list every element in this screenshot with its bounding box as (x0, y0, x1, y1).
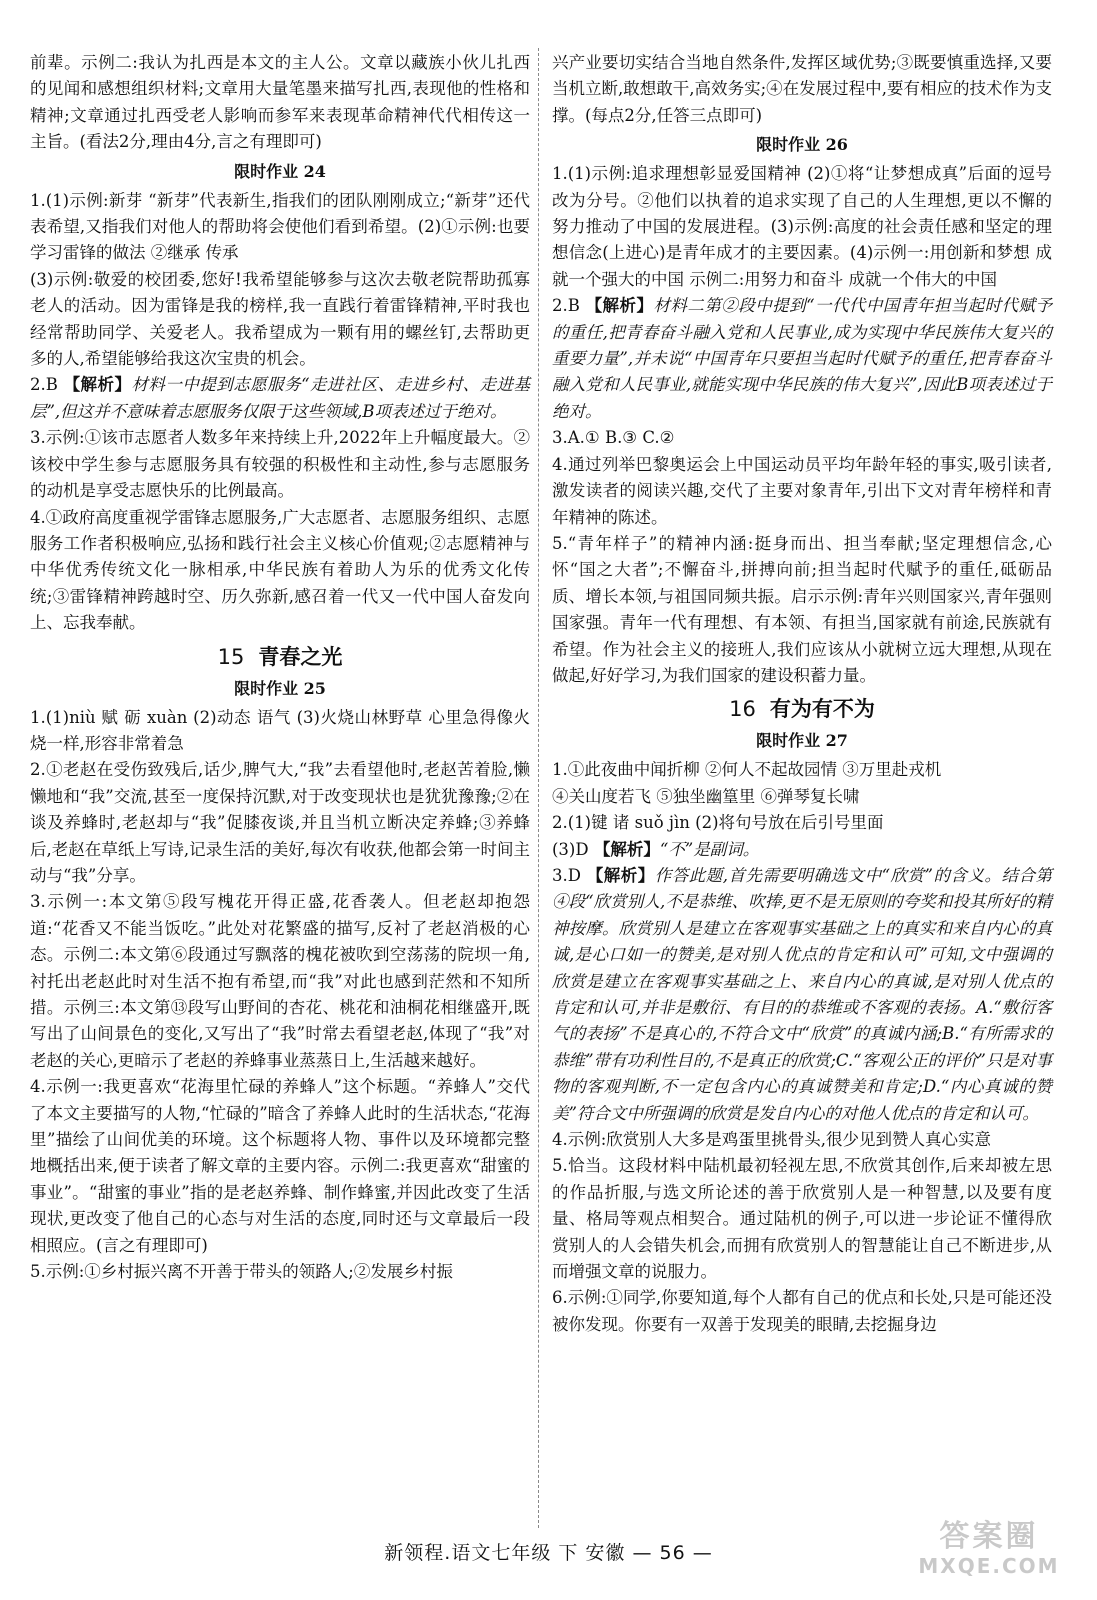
answer-26-3: 3.A.① B.③ C.② (552, 428, 675, 448)
answer-24-1a: 1.(1)示例:新芽 “新芽”代表新生,指我们的团队刚刚成立;“新芽”还代表希望,又指我们对他人的帮助将会使他们看到希望。(2)①示例:也要学习雷锋的做法 ②继承 传承 (30, 190, 530, 263)
answer-27-2b (552, 837, 1052, 863)
answer-24-1b: (3)示例:敬爱的校团委,您好!我希望能够参与这次去敬老院帮助孤寡老人的活动。因为雷锋是我的榜样,我一直践行着雷锋精神,平时我也经常帮助同学、关爱老人。我希望成为一颗有用的螺丝钉,去帮助更多的人,希望能够给我这次宝贵的机会。 (30, 269, 530, 369)
answer-25-1: 1.(1)niù 赋 砺 xuàn (2)动态 语气 (3)火烧山林野草 心里急得像火烧一样,形容非常着急 (30, 707, 530, 753)
analysis-tag: 【解析】 (63, 375, 132, 395)
answer-24-2-body: 材料一中提到志愿服务“走进社区、走进乡村、走进基层”,但这并不意味着志愿服务仅限于这些领域,B项表述过于绝对。 (30, 375, 531, 421)
answer-25-5-start: 5.示例:①乡村振兴离不开善于带头的领路人;②发展乡村振 (30, 1262, 453, 1282)
column-divider (538, 48, 539, 1528)
answer-26-2-body: 材料二第②段中提到“一代代中国青年担当起时代赋予的重任,把青春奋斗融入党和人民事业,成为实现中华民族伟大复兴的重要力量”,并未说“中国青年只要担当起时代赋予的重任,把青春奋斗融入党和人民事业,就能实现中华民族的伟大复兴”,因此B项表述过于绝对。 (552, 296, 1053, 421)
answer-25-5-cont: 兴产业要切实结合当地自然条件,发挥区域优势;③既要慎重选择,又要当机立断,敢想敢干,高效务实;④在发展过程中,要有相应的技术作为支撑。(每点2分,任答三点即可) (552, 53, 1052, 125)
answer-27-6: 6.示例:①同学,你要知道,每个人都有自己的优点和长处,只是可能还没被你发现。你要有一双善于发现美的眼睛,去挖掘身边 (552, 1288, 1052, 1334)
answer-27-2b-head: (3)D (552, 839, 589, 859)
answer-26-2-head: 2.B (552, 296, 580, 316)
answer-26-5: 5.“青年样子”的精神内涵:挺身而出、担当奉献;坚定理想信念,心怀“国之大者”;不懈奋斗,拼搏向前;担当起时代赋予的重任,砥砺品质、增长本领,与祖国同频共振。启示示例:青年兴则国家兴,青年强则国家强。青年一代有理想、有本领、有担当,国家就有前途,民族就有希望。作为社会主义的接班人,我们应该从小就树立远大理想,从现在做起,好好学习,为我们国家的建设积蓄力量。 (552, 533, 1052, 685)
watermark-line-2: MXQE.COM (918, 1554, 1060, 1578)
answer-24-4: 4.①政府高度重视学雷锋志愿服务,广大志愿者、志愿服务组织、志愿服务工作者积极响应,弘扬和践行社会主义核心价值观;②志愿精神与中华优秀传统文化一脉相承,中华民族有着助人为乐的优秀文化传统;③雷锋精神跨越时空、历久弥新,感召着一代又一代中国人奋发向上、忘我奉献。 (30, 507, 530, 633)
intro-paragraph: 前辈。示例二:我认为扎西是本文的主人公。文章以藏族小伙儿扎西的见闻和感想组织材料;文章用大量笔墨来描写扎西,表现他的性格和精神;文章通过扎西受老人影响而参军来表现革命精神代代相传这一主旨。(看法2分,理由4分,言之有理即可) (30, 53, 530, 152)
answer-24-2 (30, 372, 530, 425)
answer-24-3: 3.示例:①该市志愿者人数多年来持续上升,2022年上升幅度最大。②该校中学生参与志愿服务具有较强的积极性和主动性,参与志愿服务的动机是享受志愿快乐的比例最高。 (30, 428, 530, 501)
answer-25-2: 2.①老赵在受伤致残后,话少,脾气大,“我”去看望他时,老赵苦着脸,懒懒地和“我”交流,甚至一度保持沉默,对于改变现状也是犹犹豫豫;②在谈及养蜂时,老赵却与“我”促膝夜谈,并且当机立断决定养蜂;③养蜂后,老赵在草纸上写诗,记录生活的美好,每次有收获,他都会第一时间主动与“我”分享。 (30, 760, 530, 885)
answer-26-4: 4.通过列举巴黎奥运会上中国运动员平均年龄年轻的事实,吸引读者,激发读者的阅读兴趣,交代了主要对象青年,引出下文对青年榜样和青年精神的陈述。 (552, 454, 1052, 527)
answer-24-2-head: 2.B (30, 375, 58, 395)
answer-27-2b-body: “不”是副词。 (659, 839, 760, 859)
answer-27-3-head: 3.D (552, 865, 581, 885)
lesson-title-15 (30, 641, 530, 673)
answer-25-3: 3.示例一:本文第⑤段写槐花开得正盛,花香袭人。但老赵却抱怨道:“花香又不能当饭吃。”此处对花繁盛的描写,反衬了老赵消极的心态。示例二:本文第⑥段通过写飘落的槐花被吹到空荡荡的院坝一角,衬托出老赵此时对生活不抱有希望,而“我”对此也感到茫然和不知所措。示例三:本文第⑬段写山野间的杏花、桃花和油桐花相继盛开,既写出了山间景色的变化,又写出了“我”时常去看望老赵,体现了“我”对老赵的关心,更暗示了老赵的养蜂事业蒸蒸日上,生活越来越好。 (30, 892, 530, 1070)
page-footer: 新领程.语文七年级 下 安徽 — 56 — (384, 1542, 713, 1564)
analysis-tag: 【解析】 (586, 865, 655, 885)
homework-heading-24: 限时作业 24 (234, 161, 326, 181)
homework-heading-25: 限时作业 25 (234, 678, 326, 698)
answer-27-2a: 2.(1)键 诸 suǒ jìn (2)将句号放在后引号里面 (552, 813, 884, 833)
lesson-name: 有为有不为 (769, 697, 875, 722)
analysis-tag: 【解析】 (585, 296, 654, 316)
homework-heading-27: 限时作业 27 (756, 731, 848, 751)
left-column (30, 50, 530, 1285)
answer-27-1b: ④关山度若飞 ⑤独坐幽篁里 ⑥弹琴复长啸 (552, 786, 860, 806)
answer-25-4: 4.示例一:我更喜欢“花海里忙碌的养蜂人”这个标题。“养蜂人”交代了本文主要描写的人物,“忙碌的”暗含了养蜂人此时的生活状态,“花海里”描绘了山间优美的环境。这个标题将人物、事件以及环境都完整地概括出来,便于读者了解文章的主要内容。示例二:我更喜欢“甜蜜的事业”。“甜蜜的事业”指的是老赵养蜂、制作蜂蜜,并因此改变了生活现状,更改变了他自己的心态与对生活的态度,同时还与文章最后一段相照应。(言之有理即可) (30, 1077, 530, 1255)
answer-27-5: 5.恰当。这段材料中陆机最初轻视左思,不欣赏其创作,后来却被左思的作品折服,与选文所论述的善于欣赏别人是一种智慧,以及要有度量、格局等观点相契合。通过陆机的例子,可以进一步论证不懂得欣赏别人的人会错失机会,而拥有欣赏别人的智慧能让自己不断进步,从而增强文章的说服力。 (552, 1156, 1052, 1282)
lesson-name: 青春之光 (258, 644, 343, 669)
answer-26-1: 1.(1)示例:追求理想彰显爱国精神 (2)①将“让梦想成真”后面的逗号改为分号。②他们以执着的追求实现了自己的人生理想,更以不懈的努力推动了中国的发展进程。(3)示例:高度的社会责任感和坚定的理想信念(上进心)是青年成才的主要因素。(4)示例一:用创新和梦想 成就一个强大的中国 示例二:用努力和奋斗 成就一个伟大的中国 (552, 164, 1052, 289)
right-column (552, 50, 1052, 1338)
answer-26-2 (552, 293, 1052, 425)
answer-27-3 (552, 863, 1052, 1127)
analysis-tag: 【解析】 (593, 839, 660, 859)
watermark-line-1: 答案圈 (939, 1519, 1039, 1554)
watermark-logo (909, 1520, 1069, 1584)
lesson-number: 15 (217, 644, 245, 669)
answer-27-1a: 1.①此夜曲中闻折柳 ②何人不起故园情 ③万里赴戎机 (552, 760, 942, 780)
lesson-number: 16 (729, 697, 756, 722)
answer-27-3-body: 作答此题,首先需要明确选文中“欣赏”的含义。结合第④段“欣赏别人,不是恭维、吹捧,更不是无原则的夸奖和投其所好的精神按摩。欣赏别人是建立在客观事实基础之上的真实和来自内心的真诚,是心口如一的赞美,是对别人优点的肯定和认可”可知,文中强调的欣赏是建立在客观事实基础之上、来自内心的真诚,是对别人优点的肯定和认可,并非是敷衍、有目的的恭维或不客观的表扬。A.“敷衍客气的表扬”不是真心的,不符合文中“欣赏”的真诚内涵;B.“有所需求的恭维”带有功利性目的,不是真正的欣赏;C.“客观公正的评价”只是对事物的客观判断,不一定包含内心的真诚赞美和肯定;D.“内心真诚的赞美”符合文中所强调的欣赏是发自内心的对他人优点的肯定和认可。 (552, 865, 1052, 1123)
lesson-title-16 (552, 693, 1052, 725)
homework-heading-26: 限时作业 26 (756, 135, 848, 155)
answer-27-4: 4.示例:欣赏别人大多是鸡蛋里挑骨头,很少见到赞人真心实意 (552, 1130, 992, 1150)
